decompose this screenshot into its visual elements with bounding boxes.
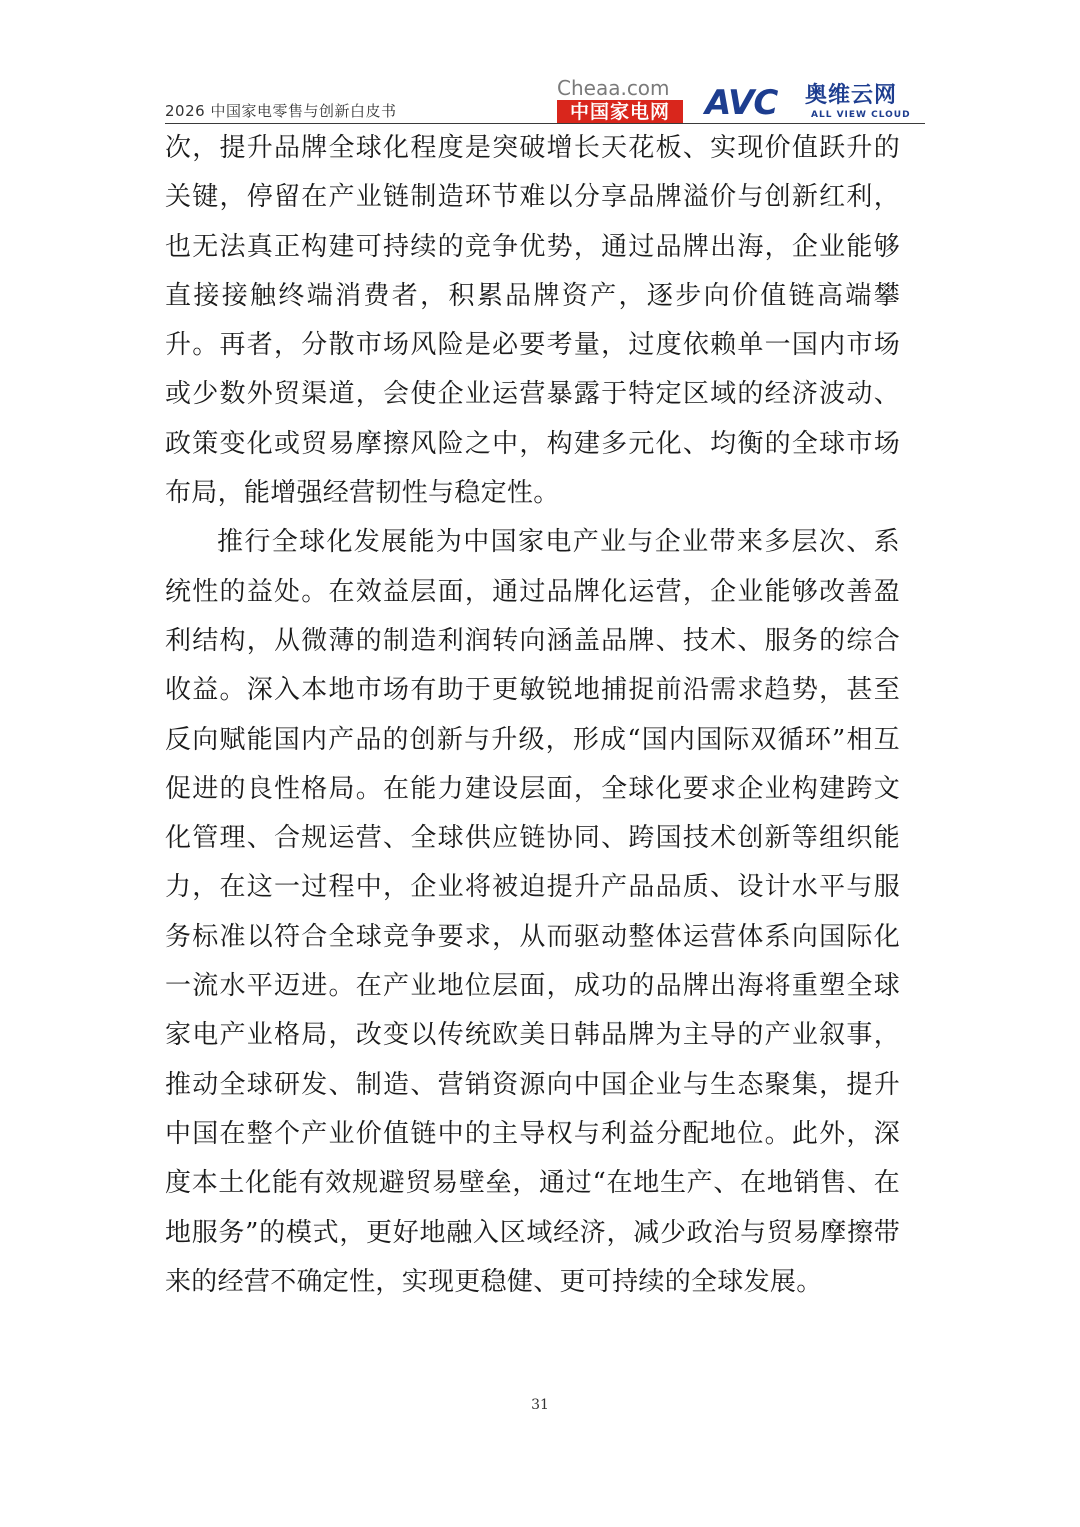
cheaa-logo [557,78,683,124]
document-title: 2026 中国家电零售与创新白皮书 [165,102,397,120]
avc-logo-chinese-name: 奥维云网 [805,83,898,108]
page-header [165,78,925,126]
avc-logo [705,80,925,124]
avc-logo-english-name: ALL VIEW CLOUD [811,110,911,120]
page-number: 31 [531,1397,549,1413]
cheaa-logo-url: Cheaa.com [557,76,670,100]
paragraph-globalization-benefits: 推行全球化发展能为中国家电产业与企业带来多层次、系统性的益处。在效益层面，通过品牌化运营，企业能够改善盈利结构，从微薄的制造利润转向涵盖品牌、技术、服务的综合收益。深入本地市场有助于更敏锐地捕捉前沿需求趋势，甚至反向赋能国内产品的创新与升级，形成“国内国际双循环”相互促进的良性格局。在能力建设层面，全球化要求企业构建跨文化管理、合规运营、全球供应链协同、跨国技术创新等组织能力，在这一过程中，企业将被迫提升产品品质、设计水平与服务标准以符合全球竞争要求，从而驱动整体运营体系向国际化一流水平迈进。在产业地位层面，成功的品牌出海将重塑全球家电产业格局，改变以传统欧美日韩品牌为主导的产业叙事，推动全球研发、制造、营销资源向中国企业与生态聚集，提升中国在整个产业价值链中的主导权与利益分配地位。此外，深度本土化能有效规避贸易壁垒，通过“在地生产、在地销售、在地服务”的模式，更好地融入区域经济，减少政治与贸易摩擦带来的经营不确定性，实现更稳健、更可持续的全球发展。 [165,527,900,1297]
avc-logo-letters: AVC [705,83,778,123]
document-body [165,124,900,1307]
paragraph-continued: 次，提升品牌全球化程度是突破增长天花板、实现价值跃升的关键，停留在产业链制造环节难以分享品牌溢价与创新红利，也无法真正构建可持续的竞争优势，通过品牌出海，企业能够直接接触终端消费者，积累品牌资产，逐步向价值链高端攀升。再者，分散市场风险是必要考量，过度依赖单一国内市场或少数外贸渠道，会使企业运营暴露于特定区域的经济波动、政策变化或贸易摩擦风险之中，构建多元化、均衡的全球市场布局，能增强经营韧性与稳定性。 [165,133,900,509]
cheaa-logo-name: 中国家电网 [557,100,683,124]
